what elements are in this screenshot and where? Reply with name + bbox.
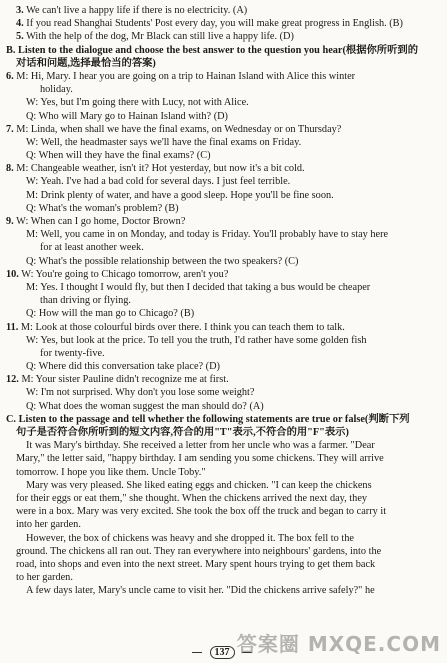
text-line (6, 70, 442, 83)
text-line (6, 96, 442, 109)
line-text: M: Drink plenty of water, and have a good sleep. Hope you'll be fine soon. (26, 189, 334, 201)
line-text: M: Your sister Pauline didn't recognize me at first. (18, 374, 229, 386)
text-line (6, 466, 442, 479)
text-line (6, 571, 442, 584)
text-line (6, 452, 442, 465)
item-number: 12. (6, 374, 19, 386)
text-line (6, 83, 442, 96)
line-text: into her garden. (16, 519, 81, 531)
line-text: It was Mary's birthday. She received a letter from her uncle who was a farmer. "Dear (26, 440, 375, 452)
line-text: M: Look at those colourful birds over there. I think you can teach them to talk. (18, 321, 345, 333)
text-line (6, 44, 442, 57)
text-line (6, 202, 442, 215)
line-text: M: Hi, Mary. I hear you are going on a trip to Hainan Island with Alice this winter (13, 70, 356, 82)
text-line (6, 307, 442, 320)
text-line (6, 136, 442, 149)
line-text: Q: Who will Mary go to Hainan Island with? (D) (26, 110, 228, 122)
text-line (6, 4, 442, 17)
line-text: W: Well, the headmaster says we'll have the final exams on Friday. (26, 136, 302, 148)
line-text: Q: What's the possible relationship between the two speakers? (C) (26, 255, 299, 267)
line-text: If you read Shanghai Students' Post every day, you will make great progress in English. (B) (23, 18, 403, 30)
text-line (6, 110, 442, 123)
line-text: W: Yes, but I'm going there with Lucy, not with Alice. (26, 97, 249, 109)
text-line (6, 518, 442, 531)
document-body (6, 4, 442, 597)
page-number: 137 (204, 646, 240, 660)
line-text: M: Yes. I thought I would fly, but then I decided that taking a bus would be cheaper (26, 281, 371, 293)
item-number: 6. (6, 70, 14, 82)
line-text: W: Yeah. I've had a bad cold for several days. I just feel terrible. (26, 176, 291, 188)
item-number: 11. (6, 321, 19, 333)
text-line (6, 321, 442, 334)
line-text: Mary was very pleased. She liked eating eggs and chicken. "I can keep the chickens (26, 479, 372, 491)
text-line (6, 281, 442, 294)
line-text: However, the box of chickens was heavy and she dropped it. The box fell to the (26, 532, 354, 544)
text-line (6, 334, 442, 347)
line-text: for twenty-five. (40, 347, 105, 359)
line-text: We can't live a happy life if there is no electricity. (A) (23, 5, 248, 16)
item-number: 5. (16, 31, 24, 43)
line-text: W: Yes, but look at the price. To tell you the truth, I'd rather have some golden fish (26, 334, 367, 346)
text-line (6, 558, 442, 571)
line-text: 对话和问题,选择最恰当的答案) (16, 57, 156, 69)
line-text: C. Listen to the passage and tell whether the following statements are true or false(判断下列 (6, 413, 410, 425)
text-line (6, 584, 442, 597)
line-text: for their eggs or eat them," she thought. When the chickens arrived the next day, they (16, 492, 368, 504)
text-line (6, 400, 442, 413)
text-line (6, 149, 442, 162)
text-line (6, 30, 442, 43)
text-line (6, 532, 442, 545)
line-text: than driving or flying. (40, 295, 131, 307)
line-text: were in a box. Mary was very excited. She took the box off the truck and began to carry it (16, 506, 387, 518)
text-line (6, 123, 442, 136)
line-text: A few days later, Mary's uncle came to visit her. "Did the chickens arrive safely?" he (26, 585, 375, 597)
text-line (6, 162, 442, 175)
text-line (6, 426, 442, 439)
line-text: W: You're going to Chicago tomorrow, aren't you? (18, 268, 229, 280)
line-text: to her garden. (16, 572, 73, 584)
line-text: Q: What's the woman's problem? (B) (26, 202, 179, 214)
text-line (6, 268, 442, 281)
watermark-logo: 答案圈 MXQE.COM (236, 632, 441, 656)
text-line (6, 413, 442, 426)
line-text: Mary," the letter said, "happy birthday. I am sending you some chickens. They will arrive (16, 453, 384, 465)
text-line (6, 386, 442, 399)
text-line (6, 505, 442, 518)
text-line (6, 479, 442, 492)
line-text: Q: Where did this conversation take place? (D) (26, 361, 220, 373)
line-text: 句子是否符合你所听到的短文内容,符合的用"T"表示,不符合的用"F"表示) (16, 427, 349, 438)
text-line (6, 294, 442, 307)
text-line (6, 360, 442, 373)
text-line (6, 175, 442, 188)
line-text: With the help of the dog, Mr Black can still live a happy life. (D) (23, 31, 294, 43)
item-number: 8. (6, 163, 14, 175)
line-text: M: Well, you came in on Monday, and today is Friday. You'll probably have to stay here (26, 229, 389, 241)
line-text: Q: How will the man go to Chicago? (B) (26, 308, 195, 320)
line-text: Q: When will they have the final exams? (C) (26, 150, 211, 162)
item-number: 4. (16, 18, 24, 30)
line-text: W: I'm not surprised. Why don't you lose some weight? (26, 387, 255, 399)
text-line (6, 241, 442, 254)
text-line (6, 492, 442, 505)
line-text: W: When can I go home, Doctor Brown? (13, 216, 186, 227)
line-text: road, into shops and even into the next street. Mary spent hours trying to get them back (16, 558, 376, 570)
item-number: 10. (6, 268, 19, 280)
line-text: for at least another week. (40, 242, 144, 254)
text-line (6, 439, 442, 452)
line-text: M: Linda, when shall we have the final exams, on Wednesday or on Thursday? (13, 123, 342, 135)
text-line (6, 215, 442, 228)
line-text: holiday. (40, 84, 73, 96)
item-number: 3. (16, 5, 24, 16)
item-number: 9. (6, 216, 14, 227)
item-number: 7. (6, 123, 14, 135)
text-line (6, 373, 442, 386)
text-line (6, 228, 442, 241)
text-line (6, 545, 442, 558)
line-text: B. Listen to the dialogue and choose the best answer to the question you hear(根据你所听到的 (6, 44, 418, 56)
text-line (6, 347, 442, 360)
text-line (6, 255, 442, 268)
line-text: Q: What does the woman suggest the man should do? (A) (26, 400, 264, 412)
line-text: M: Changeable weather, isn't it? Hot yesterday, but now it's a bit cold. (13, 163, 305, 175)
line-text: ground. The chickens all ran out. They ran everywhere into neighbours' gardens, into the (16, 545, 382, 557)
text-line (6, 17, 442, 30)
line-text: tomorrow. I hope you like them. Uncle Toby." (16, 466, 206, 478)
text-line (6, 189, 442, 202)
text-line (6, 57, 442, 70)
